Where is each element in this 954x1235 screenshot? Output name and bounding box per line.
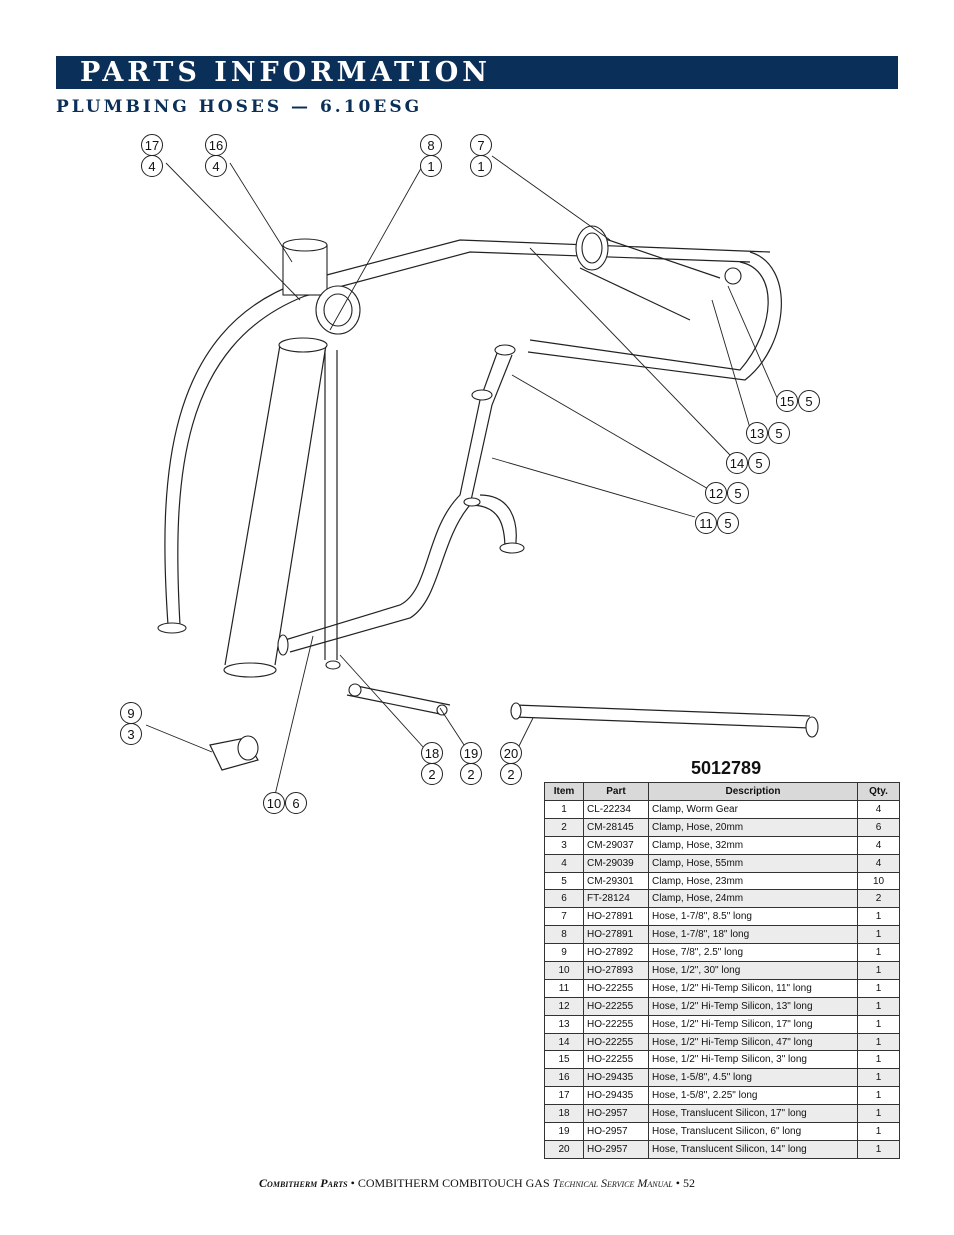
cell-qty: 4 [858,836,900,854]
kit-number: 5012789 [691,758,762,778]
cell-part: HO-27891 [584,908,649,926]
cell-part: HO-22255 [584,979,649,997]
callout-qty: 5 [734,486,742,501]
callout-qty: 6 [292,796,300,811]
cell-description: Hose, 1/2" Hi-Temp Silicon, 17" long [649,1015,858,1033]
footer-page-number: 52 [682,1176,695,1190]
cell-qty: 1 [858,1015,900,1033]
cell-item: 7 [545,908,584,926]
cell-item: 19 [545,1123,584,1141]
cell-qty: 2 [858,890,900,908]
cell-description: Clamp, Hose, 23mm [649,872,858,890]
callout-18 [422,743,443,785]
table-row [545,1069,900,1087]
leader-lines [146,156,778,795]
cell-qty: 1 [858,926,900,944]
header-part: Part [584,783,649,801]
cell-item: 8 [545,926,584,944]
cell-qty: 1 [858,1033,900,1051]
footer-brand: Combitherm Parts [259,1176,348,1190]
cell-qty: 1 [858,1105,900,1123]
callout-20 [501,743,522,785]
cell-description: Clamp, Hose, 20mm [649,818,858,836]
callout-qty: 5 [755,456,763,471]
callout-9 [121,703,142,745]
cell-description: Hose, Translucent Silicon, 14" long [649,1140,858,1158]
cell-part: HO-27891 [584,926,649,944]
cell-description: Hose, 1/2" Hi-Temp Silicon, 11" long [649,979,858,997]
cell-description: Clamp, Worm Gear [649,801,858,819]
callout-item: 8 [427,138,435,153]
cell-description: Clamp, Hose, 24mm [649,890,858,908]
callout-item: 14 [729,456,745,471]
cell-part: CM-29039 [584,854,649,872]
cell-qty: 1 [858,1069,900,1087]
callout-qty: 1 [477,159,485,174]
table-row [545,944,900,962]
cell-item: 9 [545,944,584,962]
callout-13 [747,423,790,444]
callout-item: 16 [208,138,224,153]
cell-item: 12 [545,997,584,1015]
cell-qty: 6 [858,818,900,836]
table-row [545,1123,900,1141]
table-row [545,1140,900,1158]
table-row [545,1087,900,1105]
callout-10 [264,793,307,814]
table-header-row [545,783,900,801]
callout-qty: 1 [427,159,435,174]
cell-part: CM-29037 [584,836,649,854]
cell-part: HO-22255 [584,997,649,1015]
cell-qty: 1 [858,1140,900,1158]
callout-qty: 2 [507,767,515,782]
table-row [545,818,900,836]
table-row [545,979,900,997]
callout-item: 9 [127,706,135,721]
cell-item: 10 [545,962,584,980]
cell-part: HO-2957 [584,1123,649,1141]
cell-description: Hose, 1-5/8", 4.5" long [649,1069,858,1087]
table-row [545,801,900,819]
cell-part: HO-22255 [584,1051,649,1069]
table-row [545,962,900,980]
cell-description: Hose, 1/2", 30" long [649,962,858,980]
callout-item: 20 [503,746,519,761]
cell-part: HO-27892 [584,944,649,962]
cell-description: Hose, 1-5/8", 2.25" long [649,1087,858,1105]
callout-item: 19 [463,746,479,761]
table-row [545,890,900,908]
header-qty: Qty. [858,783,900,801]
callout-qty: 3 [127,727,135,742]
callout-qty: 5 [805,394,813,409]
cell-qty: 1 [858,908,900,926]
table-row [545,1015,900,1033]
callout-11 [696,513,739,534]
cell-qty: 10 [858,872,900,890]
cell-part: HO-22255 [584,1015,649,1033]
footer-manual: Technical Service Manual [552,1176,673,1190]
cell-qty: 1 [858,1051,900,1069]
cell-part: HO-29435 [584,1069,649,1087]
callout-14 [727,453,770,474]
callout-item: 11 [699,516,713,531]
cell-qty: 1 [858,979,900,997]
cell-item: 11 [545,979,584,997]
callout-qty: 4 [212,159,220,174]
callout-item: 13 [749,426,765,441]
parts-table [544,782,900,1159]
cell-item: 1 [545,801,584,819]
cell-description: Hose, Translucent Silicon, 17" long [649,1105,858,1123]
cell-description: Hose, 7/8", 2.5" long [649,944,858,962]
cell-item: 14 [545,1033,584,1051]
callout-12 [706,483,749,504]
cell-description: Clamp, Hose, 32mm [649,836,858,854]
cell-description: Hose, 1-7/8", 18" long [649,926,858,944]
callout-qty: 5 [775,426,783,441]
table-row [545,836,900,854]
cell-item: 4 [545,854,584,872]
cell-part: HO-27893 [584,962,649,980]
cell-qty: 1 [858,962,900,980]
cell-qty: 1 [858,997,900,1015]
cell-qty: 4 [858,854,900,872]
header-description: Description [649,783,858,801]
cell-item: 16 [545,1069,584,1087]
callout-item: 10 [266,796,282,811]
cell-part: CL-22234 [584,801,649,819]
callout-8 [421,135,442,177]
callout-15 [777,391,820,412]
cell-qty: 1 [858,1087,900,1105]
cell-qty: 1 [858,1123,900,1141]
cell-item: 15 [545,1051,584,1069]
callout-7 [471,135,492,177]
cell-item: 6 [545,890,584,908]
cell-item: 13 [545,1015,584,1033]
cell-part: FT-28124 [584,890,649,908]
footer-model: COMBITHERM COMBITOUCH GAS [357,1176,550,1190]
cell-part: HO-2957 [584,1140,649,1158]
table-row [545,926,900,944]
cell-item: 20 [545,1140,584,1158]
callout-17 [142,135,163,177]
cell-item: 3 [545,836,584,854]
callout-qty: 5 [724,516,732,531]
cell-part: HO-29435 [584,1087,649,1105]
cell-description: Hose, 1/2" Hi-Temp Silicon, 47" long [649,1033,858,1051]
table-row [545,908,900,926]
table-row [545,872,900,890]
section-title: PLUMBING HOSES — 6.10ESG [56,97,423,117]
callout-item: 15 [779,394,795,409]
cell-part: HO-2957 [584,1105,649,1123]
table-row [545,1033,900,1051]
table-row [545,854,900,872]
cell-qty: 1 [858,944,900,962]
callout-16 [206,135,227,177]
page-footer [0,1176,954,1191]
callout-item: 7 [477,138,485,153]
cell-part: CM-28145 [584,818,649,836]
callout-item: 12 [708,486,724,501]
callout-qty: 2 [467,767,475,782]
footer-separator: • [350,1176,355,1190]
cell-description: Hose, 1/2" Hi-Temp Silicon, 3" long [649,1051,858,1069]
cell-item: 5 [545,872,584,890]
cell-description: Clamp, Hose, 55mm [649,854,858,872]
cell-description: Hose, 1-7/8", 8.5" long [649,908,858,926]
cell-item: 17 [545,1087,584,1105]
footer-separator-2: • [675,1176,680,1190]
parts-table-body [545,801,900,1159]
cell-part: HO-22255 [584,1033,649,1051]
callout-item: 18 [424,746,440,761]
cell-part: CM-29301 [584,872,649,890]
callout-qty: 2 [428,767,436,782]
cell-item: 2 [545,818,584,836]
cell-item: 18 [545,1105,584,1123]
callout-qty: 4 [148,159,156,174]
table-row [545,1105,900,1123]
table-row [545,997,900,1015]
header-item: Item [545,783,584,801]
cell-description: Hose, 1/2" Hi-Temp Silicon, 13" long [649,997,858,1015]
table-row [545,1051,900,1069]
cell-qty: 4 [858,801,900,819]
cell-description: Hose, Translucent Silicon, 6" long [649,1123,858,1141]
page-title: PARTS INFORMATION [80,57,491,88]
callout-19 [461,743,482,785]
callout-item: 17 [144,138,160,153]
